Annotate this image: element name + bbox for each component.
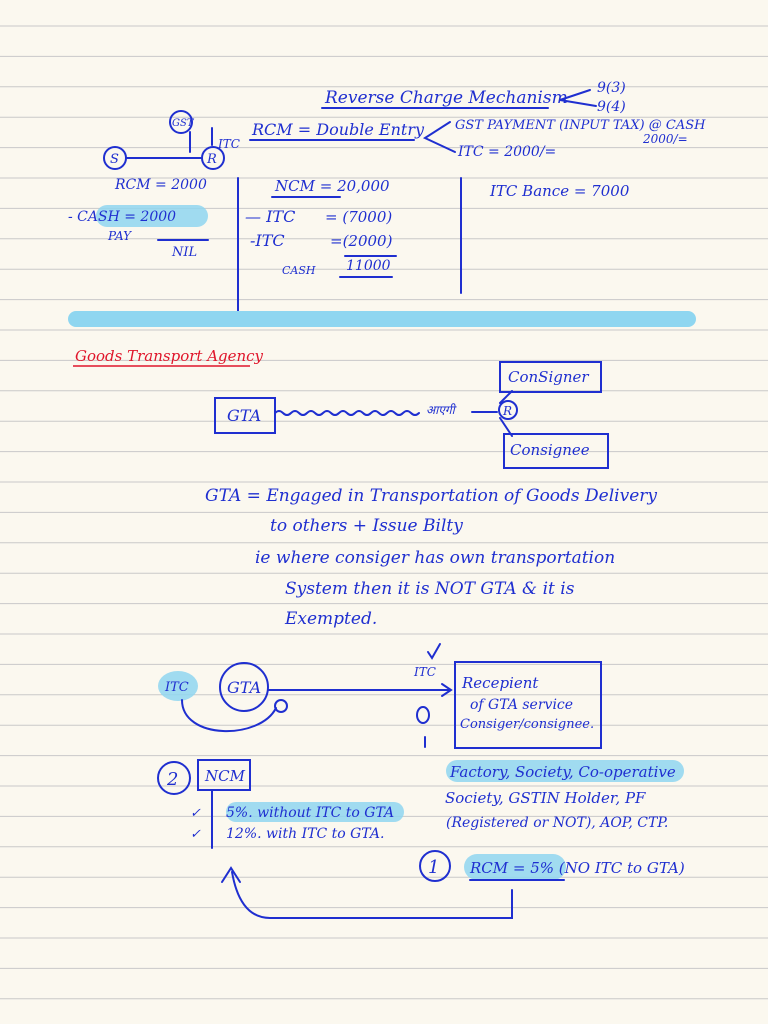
option-1-label: 1	[428, 857, 440, 878]
return-arrow-head	[222, 868, 240, 882]
section-ref-2: 9(4)	[597, 99, 626, 115]
tick-mark	[428, 644, 440, 658]
rcm-double-entry: RCM = Double Entry	[252, 120, 425, 139]
gta-definition-5: Exempted.	[285, 609, 378, 629]
itc-amount: ITC = 2000/=	[458, 144, 557, 160]
gta-box-label: GTA	[227, 406, 262, 425]
gta-circle-label: GTA	[227, 678, 262, 697]
recipient-list-1: Factory, Society, Co-operative	[450, 763, 676, 781]
section-divider	[68, 311, 696, 327]
col2-row1-label: — ITC	[245, 207, 296, 226]
recipient-label: R	[207, 152, 217, 167]
gta-definition-4: System then it is NOT GTA & it is	[285, 579, 575, 599]
gst-node-label: GST	[172, 118, 194, 129]
loop-end	[275, 700, 287, 712]
col3-itc-balance: ITC Bance = 7000	[490, 182, 630, 200]
itc-above-arrow: ITC	[414, 665, 436, 679]
col1-rcm: RCM = 2000	[115, 177, 207, 193]
col2-row1-value: = (7000)	[325, 208, 393, 226]
section-ref-1: 9(3)	[597, 80, 626, 96]
transport-squiggle	[275, 411, 419, 415]
col1-result: NIL	[172, 245, 198, 260]
section-gta	[73, 347, 657, 629]
rate-1-check: ✓	[190, 806, 201, 821]
gta-recipient-label: R	[503, 404, 513, 418]
recipient-box-line3: Consiger/consignee.	[460, 717, 595, 732]
rcm-rate: RCM = 5% (NO ITC to GTA)	[470, 859, 685, 877]
col1-pay: PAY	[108, 229, 132, 243]
gta-heading: Goods Transport Agency	[75, 347, 264, 365]
col2-cash-value: 11000	[346, 258, 391, 274]
ncm-box-label: NCM	[205, 767, 245, 785]
col2-ncm: NCM = 20,000	[275, 177, 390, 195]
gta-definition-2: to others + Issue Bilty	[270, 516, 463, 536]
rate-2-check: ✓	[190, 827, 201, 842]
col2-row2-label: -ITC	[250, 231, 285, 250]
zero-mark	[417, 707, 429, 723]
supplier-label: S	[110, 152, 119, 167]
ruled-lines	[0, 26, 768, 999]
gta-definition-3: ie where consiger has own transportation	[255, 548, 616, 568]
rate-without-itc: 5%. without ITC to GTA	[226, 805, 395, 821]
recipient-box-title: Recepient	[462, 674, 539, 692]
gst-payment-amount: 2000/=	[643, 132, 688, 146]
recipient-box-line2: of GTA service	[470, 697, 574, 713]
rate-with-itc: 12%. with ITC to GTA.	[226, 826, 385, 842]
section-rcm	[68, 80, 706, 312]
col2-cash-label: CASH	[282, 264, 316, 277]
col2-row2-value: =(2000)	[330, 232, 393, 250]
gta-mid-text: आएगी	[426, 403, 455, 417]
recipient-list-3: (Registered or NOT), AOP, CTP.	[446, 815, 669, 831]
gta-definition-1: GTA = Engaged in Transportation of Goods Delivery	[205, 486, 658, 506]
option-2-label: 2	[167, 769, 179, 790]
gst-payment: GST PAYMENT (INPUT TAX) @ CASH	[455, 118, 706, 133]
rcm-title: Reverse Charge Mechanism	[325, 88, 568, 108]
return-arrow	[232, 872, 512, 918]
recipient-list-2: Society, GSTIN Holder, PF	[445, 789, 646, 807]
consigner-label: ConSigner	[508, 368, 589, 386]
consignee-label: Consignee	[510, 441, 590, 459]
itc-arrow-label: ITC	[218, 137, 240, 151]
col1-cash: - CASH = 2000	[68, 209, 177, 225]
itc-tag: ITC	[165, 680, 189, 695]
